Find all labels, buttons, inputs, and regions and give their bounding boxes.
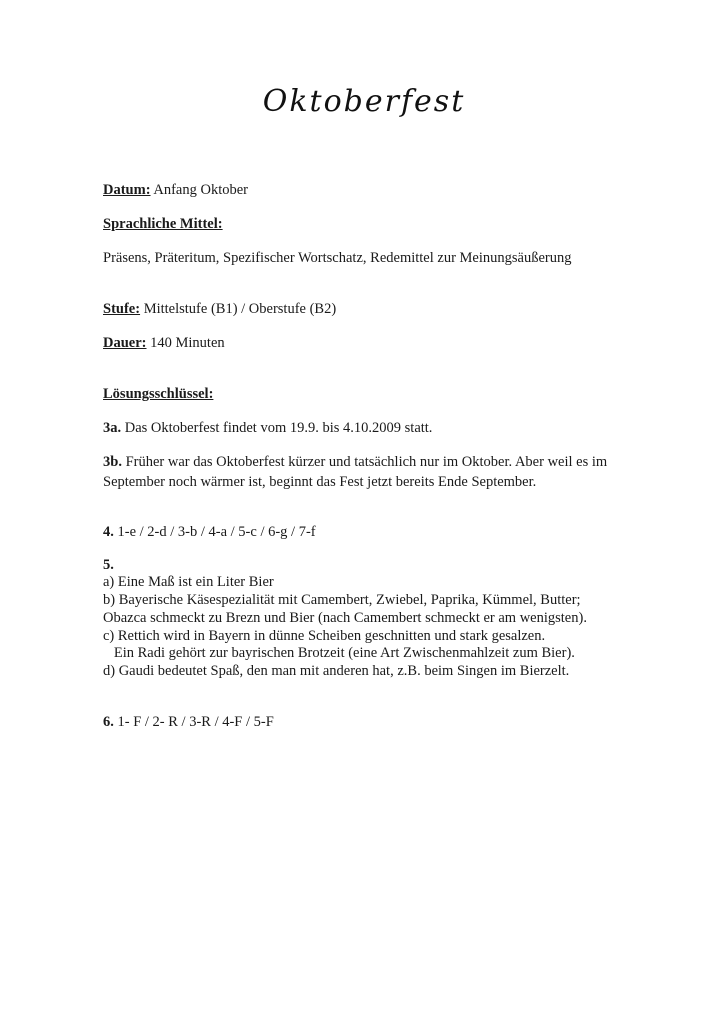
sprachliche-mittel-label: Sprachliche Mittel:: [103, 216, 223, 232]
answer-5-line: b) Bayerische Käsespezialität mit Camembert, Zwiebel, Paprika, Kümmel, Butter;: [103, 592, 581, 608]
answer-6: [103, 712, 274, 732]
dauer-line: [103, 333, 225, 353]
answer-5-line: d) Gaudi bedeutet Spaß, den man mit anderen hat, z.B. beim Singen im Bierzelt.: [103, 663, 570, 679]
loesungsschluessel-label: Lösungsschlüssel:: [103, 386, 214, 402]
answer-3a-number: 3a.: [103, 420, 122, 436]
answer-3a: [103, 418, 432, 438]
stufe-label: Stufe:: [103, 301, 141, 317]
datum-label: Datum:: [103, 182, 151, 198]
answer-3b-text-line1: Früher war das Oktoberfest kürzer und tatsächlich nur im Oktober. Aber weil es im: [121, 454, 608, 470]
answer-5-line: Ein Radi gehört zur bayrischen Brotzeit (eine Art Zwischenmahlzeit zum Bier).: [103, 645, 575, 661]
answer-3b-number: 3b.: [103, 454, 122, 470]
answer-6-number: 6.: [103, 714, 114, 730]
answer-4-number: 4.: [103, 524, 114, 540]
answer-5-line: c) Rettich wird in Bayern in dünne Scheiben geschnitten und stark gesalzen.: [103, 628, 546, 644]
loesungsschluessel-line: [103, 384, 213, 404]
dauer-value: 140 Minuten: [146, 335, 225, 351]
answer-3a-text: Das Oktoberfest findet vom 19.9. bis 4.10.2009 statt.: [121, 420, 433, 436]
stufe-value: Mittelstufe (B1) / Oberstufe (B2): [140, 301, 337, 317]
datum-line: [103, 180, 248, 200]
answer-3b-text-line2: September noch wärmer ist, beginnt das Fest jetzt bereits Ende September.: [103, 474, 537, 490]
datum-value: Anfang Oktober: [150, 182, 248, 198]
answer-4-text: 1-e / 2-d / 3-b / 4-a / 5-c / 6-g / 7-f: [113, 524, 316, 540]
stufe-line: [103, 299, 336, 319]
sprachliche-mittel-line: [103, 214, 223, 234]
answer-5-line: a) Eine Maß ist ein Liter Bier: [103, 574, 274, 590]
sprachliche-mittel-value: Präsens, Präteritum, Spezifischer Wortschatz, Redemittel zur Meinungsäußerung: [103, 250, 572, 266]
answer-4: [103, 522, 316, 542]
answer-3b-line1: [103, 452, 607, 472]
page-title: Oktoberfest: [262, 84, 466, 119]
dauer-label: Dauer:: [103, 335, 147, 351]
answer-5-number-text: 5.: [103, 557, 114, 573]
answer-5-line: Obazca schmeckt zu Brezn und Bier (nach Camembert schmeckt er am wenigsten).: [103, 610, 587, 626]
answer-6-text: 1- F / 2- R / 3-R / 4-F / 5-F: [113, 714, 274, 730]
